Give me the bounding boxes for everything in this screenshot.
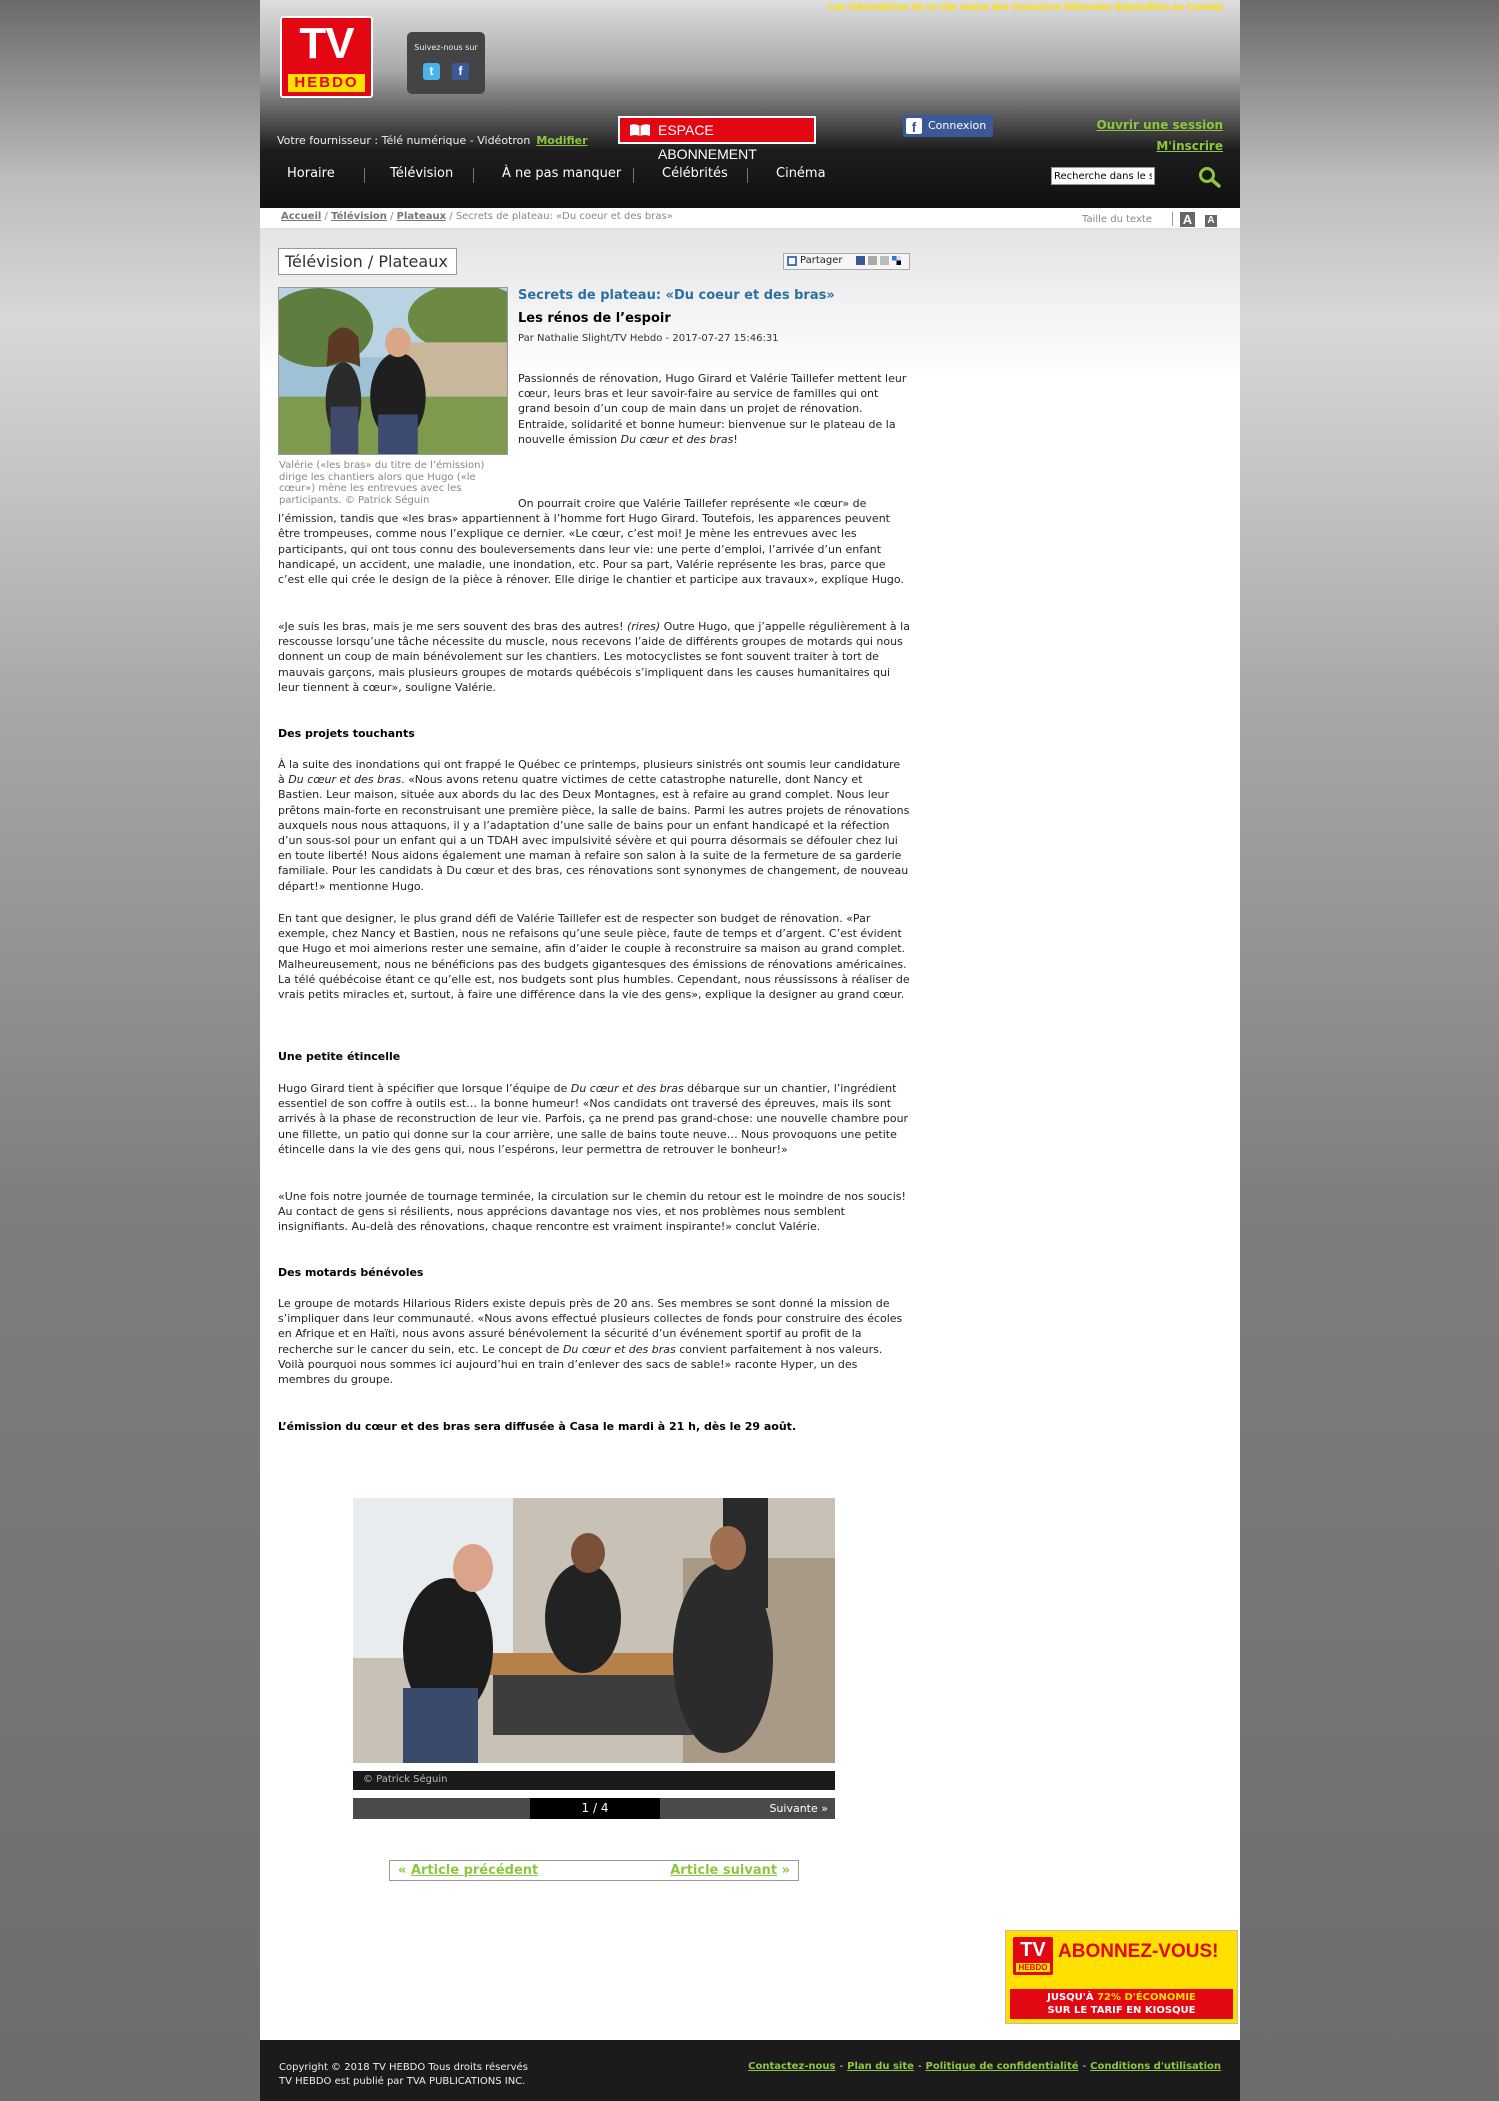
article-paragraph: Hugo Girard tient à spécifier que lorsque l’équipe de Du cœur et des bras débarque sur un chantier, l’ingrédient essentiel de son coffre à outils est… la bonne humeur! «Nos candidats ont traversé des épreuves, mais ils sont arrivés à la phase de reconstruction de leur vie. Parfois, ça ne prend pas grand-chose: une nouvelle chambre pour une fillette, un patio qui donne sur la cour arrière, une salle de bains toute neuve… Nous provoquons une petite étincelle dans la vie des gens qui, nous l’espérons, leur permettra de retrouver le bonheur!»: [278, 1082, 909, 1156]
tv-hebdo-logo[interactable]: [280, 16, 373, 98]
register-link[interactable]: M'inscrire: [1156, 139, 1223, 153]
article-subtitle: Les rénos de l’espoir: [518, 311, 671, 326]
follow-label: Suivez-nous sur: [414, 43, 478, 52]
article-paragraph: «Une fois notre journée de tournage terminée, la circulation sur le chemin du retour est le moindre de nos soucis! Au contact de gens si résilients, nous apprécions davantage nos vies, et nos problèmes nous semblent insignifiants. Au-delà des rénovations, chaque rencontre est vraiment inspirante!» conclut Valérie.: [278, 1190, 906, 1234]
digg-icon[interactable]: [880, 256, 889, 265]
nav-item-a-ne-pas-manquer[interactable]: À ne pas manquer: [502, 166, 622, 181]
breadcrumb-current: Secrets de plateau: «Du coeur et des bras»: [455, 211, 673, 222]
article-paragraph: En tant que designer, le plus grand défi de Valérie Taillefer est de respecter son budget de rénovation. «Par exemple, chez Nancy et Bastien, nous ne refaisons qu’une seule pièce, faute de temps et d’argent. C’est évident que Hugo et moi aimerions rester une semaine, afin d’aider le couple à reconstruire sa maison au grand complet. Malheureusement, nous ne bénéficions pas des budgets gigantesques des émissions de rénovations américaines. La télé québécoise étant ce qu’elle est, nos budgets sont plus humbles. Cependant, nous réussissons à réaliser de vrais petits miracles et, surtout, à faire une différence dans la vie des gens», explique la designer au grand cœur.: [278, 912, 910, 1002]
gallery-photo[interactable]: [353, 1498, 835, 1763]
previous-article-link[interactable]: « Article précédent: [398, 1863, 539, 1878]
espace-abonnement-button[interactable]: [618, 116, 816, 162]
banner-headline: ABONNEZ-VOUS!: [1058, 1941, 1219, 1962]
banner-offer: JUSQU'À 72% D'ÉCONOMIE SUR LE TARIF EN KIOSQUE: [1010, 1989, 1233, 2019]
provider-text: Votre fournisseur : Télé numérique - Vidéotron: [277, 134, 531, 147]
hosts-photo: [278, 287, 508, 455]
article-paragraph: On pourrait croire que Valérie Taillefer représente «le cœur» de l’émission, tandis que «les bras» appartiennent à l’homme fort Hugo Girard. Toutefois, les apparences peuvent être trompeuses, comme nous l’explique ce dernier. «Le cœur, c’est moi! Je mène les entrevues avec les participants, qui ont tous connu des bouleversements dans leur vie: une perte d’emploi, l’arrivée d’un enfant handicapé, un accident, une maladie, une inondation, etc. Pour sa part, Valérie représente les bras, parce que c’est elle qui crée le design de la pièce à rénover. Elle dirige le chantier et participe aux travaux», explique Hugo.: [278, 497, 904, 587]
article-paragraph: Passionnés de rénovation, Hugo Girard et Valérie Taillefer mettent leur cœur, leurs bras et leur savoir-faire au service de familles qui ont grand besoin d’un coup de main dans un projet de rénovation. Entraide, solidarité et bonne humeur: bienvenue sur le plateau de la nouvelle émission Du cœur et des bras!: [518, 372, 907, 446]
nav-divider: [747, 168, 748, 183]
article-paragraph: «Je suis les bras, mais je me sers souvent des bras des autres! (rires) Outre Hugo, que j’appelle régulièrement à la rescousse lorsqu’une tâche nécessite du muscle, nous recevons l’aide de différents groupes de motards qui nous donnent un coup de main bénévolement sur les chantiers. Les motocyclistes se font souvent traiter à tort de mauvais garçons, mais plusieurs groupes de motards québécois s’impliquent dans les causes humanitaires qui leur tiennent à cœur», souligne Valérie.: [278, 620, 910, 694]
facebook-connect-button[interactable]: [903, 115, 993, 137]
text-size-small-button[interactable]: A: [1205, 215, 1217, 227]
page: [260, 0, 1240, 2101]
share-button[interactable]: [783, 253, 910, 270]
broadcast-note: L’émission du cœur et des bras sera diffusée à Casa le mardi à 21 h, dès le 29 août.: [278, 1420, 797, 1433]
breadcrumb-television[interactable]: Télévision: [331, 211, 387, 222]
breadcrumb-bar: [260, 208, 1240, 229]
footer-link-contact[interactable]: Contactez-nous: [748, 2061, 836, 2072]
article-title: Secrets de plateau: «Du coeur et des bras»: [518, 288, 835, 303]
logo-hebdo-text: HEBDO: [1016, 1963, 1050, 1972]
section-subheading: Des projets touchants: [278, 727, 415, 740]
tv-hebdo-logo: [1013, 1937, 1053, 1975]
article-pagination: [389, 1860, 799, 1881]
divider: [1172, 212, 1173, 226]
facebook-icon[interactable]: f: [452, 63, 469, 80]
text-size-label: Taille du texte: [1082, 214, 1152, 225]
copyright: Copyright © 2018 TV HEBDO Tous droits réservés TV HEBDO est publié par TVA PUBLICATIONS INC.: [279, 2062, 528, 2087]
footer-links: Contactez-nous - Plan du site - Politique de confidentialité - Conditions d'utilisation: [748, 2061, 1221, 2072]
share-label: Partager: [800, 255, 843, 266]
espace-abonnement-label: ESPACE ABONNEMENT: [658, 122, 757, 162]
nav-item-television[interactable]: Télévision: [390, 166, 454, 181]
article-paragraph: À la suite des inondations qui ont frappé le Québec ce printemps, plusieurs sinistrés ont soumis leur candidature à Du cœur et des bras. «Nous avons retenu quatre victimes de cette catastrophe naturelle, dont Nancy et Bastien. Leur maison, située aux abords du lac des Deux Montagnes, est à refaire au grand complet. Nous leur prêtons main-forte en reconstruisant une première pièce, la salle de bains. Parmi les autres projets de rénovations auxquels nous nous attaquons, il y a l’adaptation d’une salle de bains pour un enfant handicapé et la réfection d’un sous-sol pour un enfant qui a un TDAH avec impulsivité sévère et qui pourra désormais se défouler chez lui en toute liberté! Nous aidons également une maman à refaire son salon à la suite de la fermeture de sa garderie familiale. Pour les candidats à Du cœur et des bras, ces rénovations sont synonymes de changement, de nouveau départ!» mentionne Hugo.: [278, 758, 910, 893]
facebook-icon: f: [906, 118, 922, 134]
search-input[interactable]: [1051, 167, 1155, 185]
section-subheading: Des motards bénévoles: [278, 1266, 424, 1279]
footer-link-terms[interactable]: Conditions d'utilisation: [1090, 2061, 1221, 2072]
gallery-caption-bar: [353, 1771, 835, 1790]
site-footer: [260, 2040, 1240, 2101]
gallery-counter: 1 / 4: [530, 1798, 660, 1819]
connexion-label: Connexion: [928, 119, 987, 132]
login-link[interactable]: Ouvrir une session: [1096, 118, 1223, 132]
footer-link-sitemap[interactable]: Plan du site: [847, 2061, 914, 2072]
email-icon[interactable]: [868, 256, 877, 265]
provider-info: [277, 134, 588, 147]
section-subheading: Une petite étincelle: [278, 1050, 401, 1063]
social-follow-box: [407, 32, 485, 94]
breadcrumb: Accueil / Télévision / Plateaux / Secrets de plateau: «Du coeur et des bras»: [281, 211, 673, 222]
share-icon: [787, 256, 797, 266]
nav-item-cinema[interactable]: Cinéma: [776, 166, 826, 181]
gallery-next-button[interactable]: Suivante »: [769, 1802, 828, 1815]
photo-caption: Valérie («les bras» du titre de l’émission) dirige les chantiers alors que Hugo («le cœur») mène les entrevues avec les participants. © Patrick Séguin: [279, 460, 485, 506]
logo-tv-text: TV: [1020, 1939, 1046, 1961]
top-notice: Les informations de ce site visent des émissions télévisées disponibles au Canada: [828, 2, 1223, 13]
search-icon[interactable]: [1198, 166, 1222, 188]
provider-change-link[interactable]: Modifier: [536, 134, 588, 147]
facebook-icon[interactable]: [856, 256, 865, 265]
gallery-nav: [353, 1798, 835, 1819]
delicious-icon[interactable]: [892, 256, 901, 265]
nav-divider: [473, 168, 474, 183]
text-size-large-button[interactable]: A: [1180, 212, 1195, 227]
article-byline: Par Nathalie Slight/TV Hebdo - 2017-07-27 15:46:31: [518, 333, 779, 344]
nav-item-celebrites[interactable]: Célébrités: [662, 166, 728, 181]
open-book-icon: [629, 123, 651, 137]
nav-item-horaire[interactable]: Horaire: [287, 166, 335, 181]
site-header: [260, 0, 1240, 208]
subscribe-banner[interactable]: [1005, 1930, 1238, 2024]
section-title: Télévision / Plateaux: [278, 248, 457, 275]
footer-link-privacy[interactable]: Politique de confidentialité: [925, 2061, 1079, 2072]
nav-divider: [364, 168, 365, 183]
breadcrumb-plateaux[interactable]: Plateaux: [396, 211, 447, 222]
gallery-caption: © Patrick Séguin: [363, 1774, 448, 1785]
article-paragraph: Le groupe de motards Hilarious Riders existe depuis près de 20 ans. Ses membres se sont donné la mission de s’impliquer dans leur communauté. «Nous avons effectué plusieurs collectes de fonds pour construire des écoles en Afrique et en Haïti, nous avons assuré bénévolement la sécurité d’un événement sportif au profit de la recherche sur le cancer du sein, etc. Le concept de Du cœur et des bras convient parfaitement à nos valeurs. Voilà pourquoi nous sommes ici aujourd’hui en train d’enlever des sacs de sable!» raconte Hyper, un des membres du groupe.: [278, 1297, 903, 1387]
logo-hebdo-text: HEBDO: [288, 74, 365, 92]
twitter-icon[interactable]: t: [423, 63, 440, 80]
breadcrumb-home[interactable]: Accueil: [281, 211, 322, 222]
next-article-link[interactable]: Article suivant »: [670, 1863, 790, 1878]
nav-divider: [633, 168, 634, 183]
logo-tv-text: TV: [299, 19, 354, 68]
